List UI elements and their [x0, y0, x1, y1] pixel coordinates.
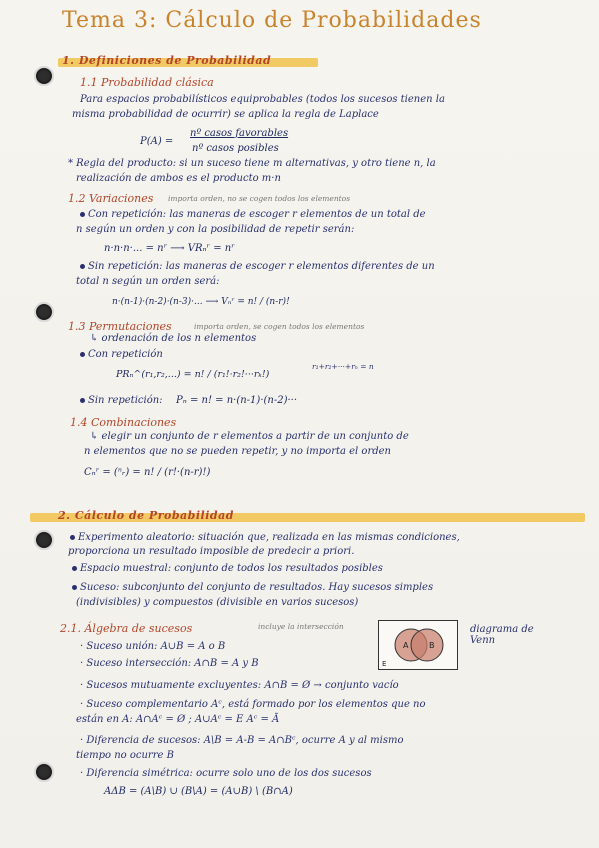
diferencia-line-1: · Diferencia de sucesos: A\B = A-B = A∩Bᶜ, ocurre A y al mismo: [80, 735, 404, 746]
perm-norep-text: Sin repetición:: [88, 395, 163, 406]
bullet-icon: [72, 585, 77, 590]
laplace-denominator: nº casos posibles: [192, 143, 279, 154]
bullet-icon: [70, 535, 75, 540]
var-norep-line-1: [80, 261, 435, 272]
binder-hole: [34, 302, 54, 322]
comb-line-2: n elementos que no se pueden repetir, y no importa el orden: [84, 446, 391, 457]
complementario-line-2: están en A: A∩Aᶜ = Ø ; A∪Aᶜ = E Aᶜ = Ā: [76, 714, 280, 725]
experimento-line-1: [70, 532, 460, 543]
perm-rep-formula: PRₙ^(r₁,r₂,...) = n! / (r₁!·r₂!···rₖ!): [116, 369, 270, 380]
venn-label-a: A: [403, 641, 409, 650]
page-title: Tema 3: Cálculo de Probabilidades: [62, 8, 482, 33]
union-note: incluye la intersección: [258, 622, 344, 631]
heading-1-3: 1.3 Permutaciones: [68, 320, 172, 333]
experimento-line-2: proporciona un resultado imposible de predecir a priori.: [68, 546, 355, 557]
complementario-line-1: · Suceso complementario Aᶜ, está formado por los elementos que no: [80, 699, 426, 710]
section-2-title: 2. Cálculo de Probabilidad: [58, 509, 234, 522]
s11-line-1: Para espacios probabilísticos equiprobables (todos los sucesos tienen la: [80, 94, 445, 105]
heading-1-1: 1.1 Probabilidad clásica: [80, 76, 214, 89]
perm-rep-label: [80, 349, 163, 360]
laplace-lhs: P(A) =: [140, 136, 174, 147]
s11-line-2: misma probabilidad de ocurrir) se aplica la regla de Laplace: [72, 109, 379, 120]
product-rule-2: realización de ambos es el producto m·n: [76, 173, 281, 184]
espacio-muestral-text: Espacio muestral: conjunto de todos los resultados posibles: [80, 563, 383, 574]
suceso-line-2: (indivisibles) y compuestos (divisible en varios sucesos): [76, 597, 359, 608]
experimento-text-1: Experimento aleatorio: situación que, realizada en las mismas condiciones,: [78, 532, 460, 543]
suceso-line-1: [72, 582, 433, 593]
perm-rep-text: Con repetición: [88, 349, 163, 360]
var-rep-line-1: [80, 209, 426, 220]
heading-2-1: 2.1. Álgebra de sucesos: [60, 622, 193, 635]
heading-1-2: 1.2 Variaciones: [68, 192, 154, 205]
venn-label-e: E: [382, 660, 387, 668]
espacio-muestral: [72, 563, 383, 574]
var-rep-formula: n·n·n·... = nʳ ⟶ VRₙʳ = nʳ: [104, 243, 235, 254]
bullet-icon: [80, 398, 85, 403]
laplace-numerator: nº casos favorables: [190, 128, 289, 139]
venn-caption: diagrama de Venn: [470, 624, 534, 646]
var-rep-line-2: n según un orden y con la posibilidad de repetir serán:: [76, 224, 355, 235]
heading-1-4: 1.4 Combinaciones: [70, 416, 177, 429]
union-line: · Suceso unión: A∪B = A o B: [80, 641, 226, 652]
perm-norep-label: [80, 395, 163, 406]
venn-diagram: [378, 620, 458, 670]
permutaciones-note: importa orden, se cogen todos los elementos: [194, 322, 365, 331]
diferencia-line-2: tiempo no ocurre B: [76, 750, 174, 761]
section-1-title: 1. Definiciones de Probabilidad: [62, 54, 272, 67]
bullet-icon: [80, 264, 85, 269]
var-rep-text-1: Con repetición: las maneras de escoger r elementos de un total de: [88, 209, 426, 220]
binder-hole: [34, 762, 54, 782]
variaciones-note: importa orden, no se cogen todos los elementos: [168, 194, 351, 203]
interseccion-line: · Suceso intersección: A∩B = A y B: [80, 658, 259, 669]
perm-rep-condition: r₁+r₂+···+rₙ = n: [312, 362, 374, 371]
product-rule-1: * Regla del producto: si un suceso tiene m alternativas, y otro tiene n, la: [68, 158, 436, 169]
var-norep-text-1: Sin repetición: las maneras de escoger r elementos diferentes de un: [88, 261, 435, 272]
comb-formula: Cₙʳ = (ⁿᵣ) = n! / (r!·(n-r)!): [84, 467, 211, 478]
var-norep-line-2: total n según un orden será:: [76, 276, 220, 287]
simetrica-formula: AΔB = (A\B) ∪ (B\A) = (A∪B) \ (B∩A): [104, 786, 293, 797]
bullet-icon: [80, 212, 85, 217]
venn-svg: [379, 621, 457, 669]
perm-line-1: ↳ ordenación de los n elementos: [90, 333, 257, 344]
suceso-text-1: Suceso: subconjunto del conjunto de resultados. Hay sucesos simples: [80, 582, 434, 593]
venn-circle-b: [411, 629, 443, 661]
simetrica-line-1: · Diferencia simétrica: ocurre solo uno de los dos sucesos: [80, 768, 372, 779]
binder-hole: [34, 66, 54, 86]
excluyentes-line: · Sucesos mutuamente excluyentes: A∩B = Ø → conjunto vacío: [80, 680, 399, 691]
comb-line-1: ↳ elegir un conjunto de r elementos a partir de un conjunto de: [90, 431, 409, 442]
bullet-icon: [80, 352, 85, 357]
bullet-icon: [72, 566, 77, 571]
binder-hole: [34, 530, 54, 550]
perm-norep-formula: Pₙ = n! = n·(n-1)·(n-2)···: [176, 395, 298, 406]
var-norep-formula: n·(n-1)·(n-2)·(n-3)·... ⟶ Vₙʳ = n! / (n-r)!: [112, 297, 290, 307]
venn-label-b: B: [429, 641, 435, 650]
